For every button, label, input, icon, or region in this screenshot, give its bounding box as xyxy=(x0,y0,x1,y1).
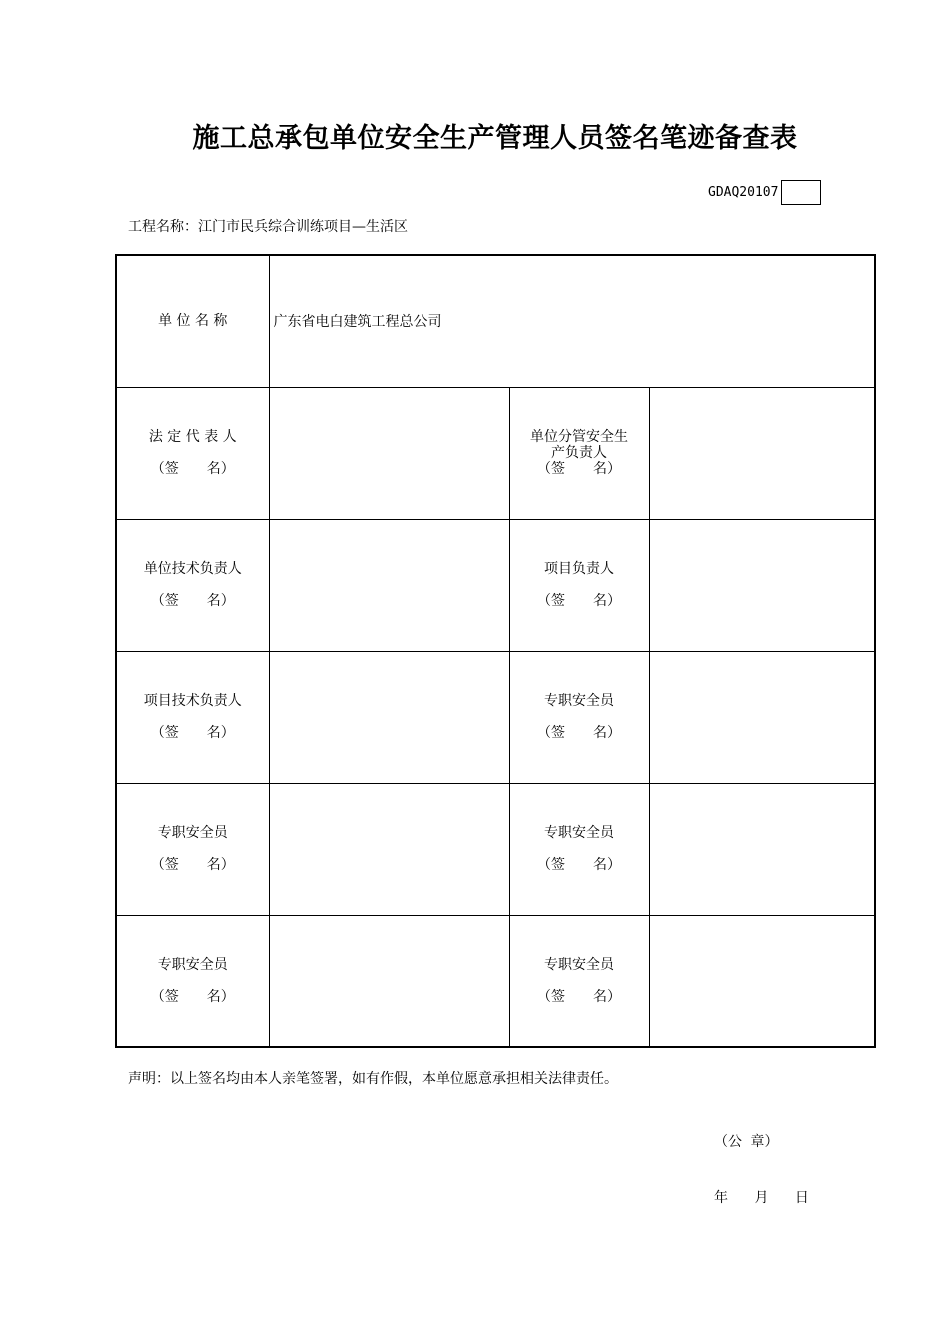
page-title: 施工总承包单位安全生产管理人员签名笔迹备查表 xyxy=(192,123,798,154)
safety-officer-label xyxy=(116,915,269,1047)
safety-officer-signature-cell[interactable] xyxy=(269,783,509,915)
sign-hint: （签 名） xyxy=(150,593,235,609)
safety-head-label xyxy=(509,387,649,519)
safety-officer-title: 专职安全员 xyxy=(544,956,614,973)
project-tech-head-signature-cell[interactable] xyxy=(269,651,509,783)
sign-hint: （签 名） xyxy=(537,988,621,1005)
form-code xyxy=(708,180,821,205)
unit-name-value: 广东省电白建筑工程总公司 xyxy=(269,255,875,387)
safety-officer-label xyxy=(116,783,269,915)
sign-hint: （签 名） xyxy=(537,461,621,477)
tech-head-label xyxy=(116,519,269,651)
safety-head-title: 单位分管安全生产负责人 xyxy=(530,429,628,461)
tech-head-signature-cell[interactable] xyxy=(269,519,509,651)
sign-hint: （签 名） xyxy=(537,725,621,741)
legal-rep-label xyxy=(116,387,269,519)
safety-officer-title: 专职安全员 xyxy=(544,825,614,841)
safety-officer-signature-cell[interactable] xyxy=(269,915,509,1047)
safety-head-signature-cell[interactable] xyxy=(649,387,875,519)
project-manager-signature-cell[interactable] xyxy=(649,519,875,651)
sign-hint: （签 名） xyxy=(150,988,235,1005)
sign-hint: （签 名） xyxy=(150,857,235,873)
safety-officer-label xyxy=(509,651,649,783)
legal-rep-signature-cell[interactable] xyxy=(269,387,509,519)
sign-hint: （签 名） xyxy=(537,593,621,609)
form-code-text: GDAQ20107 xyxy=(708,185,779,200)
date-label: 年 月 日 xyxy=(714,1190,809,1206)
safety-officer-title: 专职安全员 xyxy=(157,825,228,841)
safety-officer-label xyxy=(509,915,649,1047)
declaration-statement: 声明：以上签名均由本人亲笔签署，如有作假，本单位愿意承担相关法律责任。 xyxy=(128,1071,618,1087)
project-tech-head-title: 项目技术负责人 xyxy=(143,693,242,709)
safety-officer-signature-cell[interactable] xyxy=(649,783,875,915)
unit-name-label: 单 位 名 称 xyxy=(116,255,269,387)
form-code-box[interactable] xyxy=(781,180,821,205)
safety-officer-signature-cell[interactable] xyxy=(649,915,875,1047)
project-manager-label xyxy=(509,519,649,651)
sign-hint: （签 名） xyxy=(537,857,621,873)
official-seal-label: （公 章） xyxy=(714,1134,779,1150)
safety-officer-title: 专职安全员 xyxy=(157,956,228,973)
project-manager-title: 项目负责人 xyxy=(544,561,614,577)
safety-officer-title: 专职安全员 xyxy=(544,693,614,709)
legal-rep-title: 法 定 代 表 人 xyxy=(148,429,237,445)
safety-officer-label xyxy=(509,783,649,915)
project-tech-head-label xyxy=(116,651,269,783)
safety-officer-signature-cell[interactable] xyxy=(649,651,875,783)
tech-head-title: 单位技术负责人 xyxy=(143,561,242,577)
sign-hint: （签 名） xyxy=(150,725,235,741)
signature-table xyxy=(115,254,876,1048)
project-name: 工程名称：江门市民兵综合训练项目—生活区 xyxy=(128,219,408,235)
sign-hint: （签 名） xyxy=(150,461,235,477)
